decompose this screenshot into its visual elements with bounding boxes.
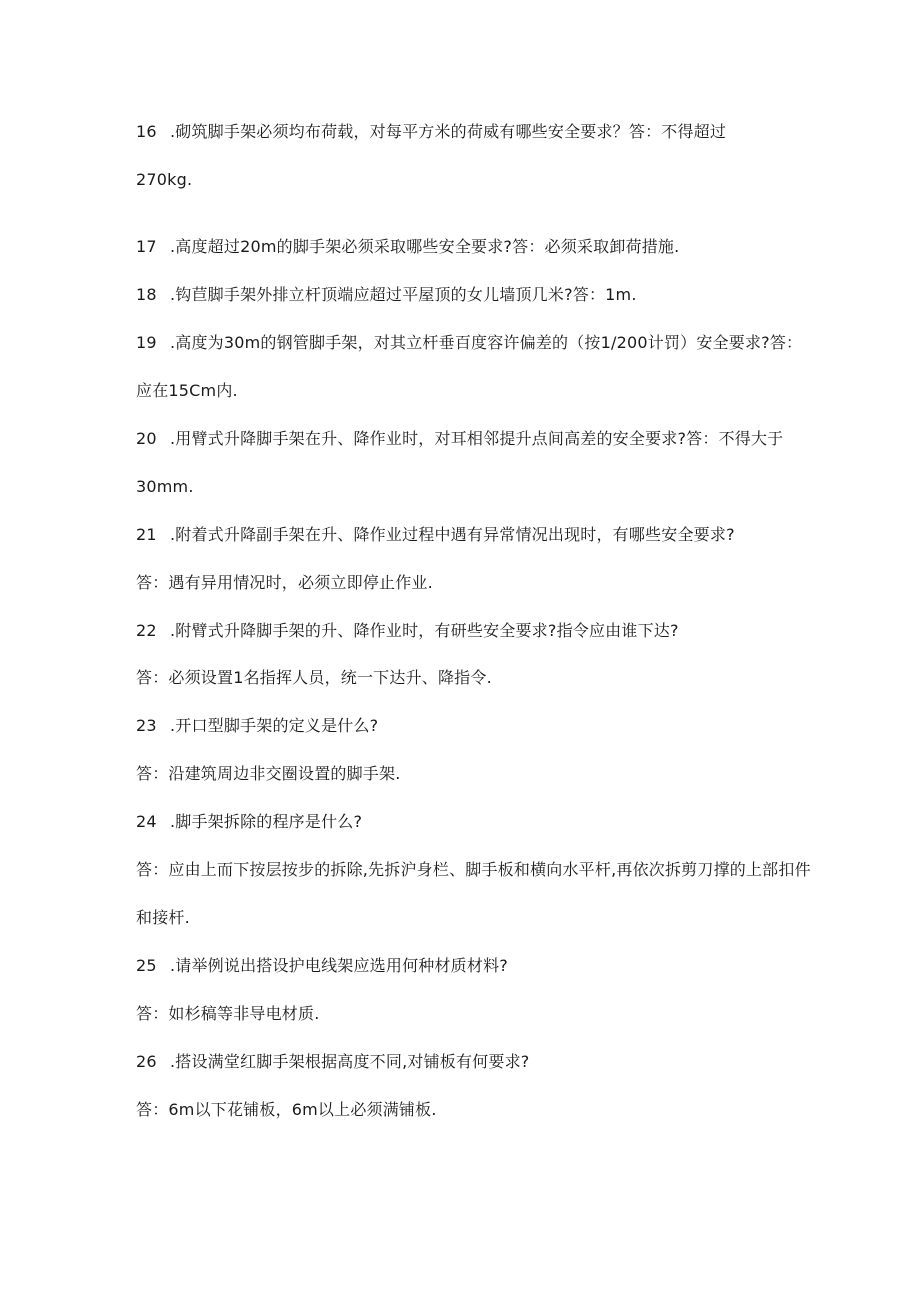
question-number: 23 — [136, 716, 157, 735]
question-22 — [136, 621, 679, 641]
answer-26 — [136, 1100, 437, 1120]
question-24 — [136, 812, 362, 832]
question-26 — [136, 1052, 529, 1072]
question-20 — [136, 429, 783, 449]
question-25 — [136, 956, 508, 976]
answer-25 — [136, 1004, 320, 1024]
question-text: .高度为30m的钢管脚手架，对其立杆垂百度容许偏差的（按1/200计罚）安全要求?答： — [170, 333, 803, 352]
answer-text: 30mm. — [136, 477, 194, 496]
answer-text: 270kg. — [136, 170, 193, 189]
answer-text: 和接杆. — [136, 908, 190, 927]
answer-text: 答：6m以下花铺板，6m以上必须满铺板. — [136, 1100, 437, 1119]
answer-text: 答：如杉稿等非导电材质. — [136, 1004, 320, 1023]
question-text: .高度超过20m的脚手架必须采取哪些安全要求?答：必须采取卸荷措施. — [170, 237, 680, 256]
answer-text: 应在15Cm内. — [136, 381, 238, 400]
answer-21 — [136, 573, 433, 593]
question-number: 21 — [136, 525, 157, 544]
question-text: .搭设满堂红脚手架根据高度不同,对铺板有何要求? — [170, 1052, 530, 1071]
question-number: 20 — [136, 429, 157, 448]
question-text: .附臂式升降脚手架的升、降作业时，有研些安全要求?指令应由谁下达? — [170, 621, 679, 640]
question-number: 18 — [136, 285, 157, 304]
question-number: 25 — [136, 956, 157, 975]
answer-text: 答：遇有异用情况时，必须立即停止作业. — [136, 573, 433, 592]
question-17 — [136, 237, 679, 257]
answer-22 — [136, 668, 492, 688]
question-text: .用臂式升降脚手架在升、降作业时，对耳相邻提升点间高差的安全要求?答：不得大于 — [170, 429, 784, 448]
question-number: 26 — [136, 1052, 157, 1071]
question-21 — [136, 525, 735, 545]
question-number: 24 — [136, 812, 157, 831]
question-text: .附着式升降副手架在升、降作业过程中遇有异常情况出现时，有哪些安全要求? — [170, 525, 735, 544]
answer-text: 答：应由上而下按层按步的拆除,先拆沪身栏、脚手板和横向水平杆,再依次拆剪刀撑的上部扣件 — [136, 860, 811, 879]
question-18 — [136, 285, 637, 305]
answer-16-continued — [136, 170, 192, 190]
question-number: 16 — [136, 122, 157, 141]
answer-24-continued — [136, 908, 190, 928]
question-number: 17 — [136, 237, 157, 256]
question-text: .砌筑脚手架必须均布荷载，对每平方米的荷威有哪些安全要求？答：不得超过 — [170, 122, 727, 141]
question-23 — [136, 716, 378, 736]
question-number: 19 — [136, 333, 157, 352]
question-16 — [136, 122, 726, 142]
answer-text: 答：必须设置1名指挥人员，统一下达升、降指令. — [136, 668, 492, 687]
answer-20-continued — [136, 477, 194, 497]
answer-19-continued — [136, 381, 238, 401]
question-text: .钩苣脚手架外排立杆顶端应超过平屋顶的女儿墙顶几米?答：1m. — [170, 285, 637, 304]
question-text: .开口型脚手架的定义是什么? — [170, 716, 379, 735]
question-text: .脚手架拆除的程序是什么? — [170, 812, 363, 831]
question-19 — [136, 333, 802, 353]
answer-23 — [136, 764, 401, 784]
answer-24 — [136, 860, 811, 880]
question-number: 22 — [136, 621, 157, 640]
answer-text: 答：沿建筑周边非交圈设置的脚手架. — [136, 764, 401, 783]
question-text: .请举例说出搭设护电线架应选用何种材质材料? — [170, 956, 508, 975]
